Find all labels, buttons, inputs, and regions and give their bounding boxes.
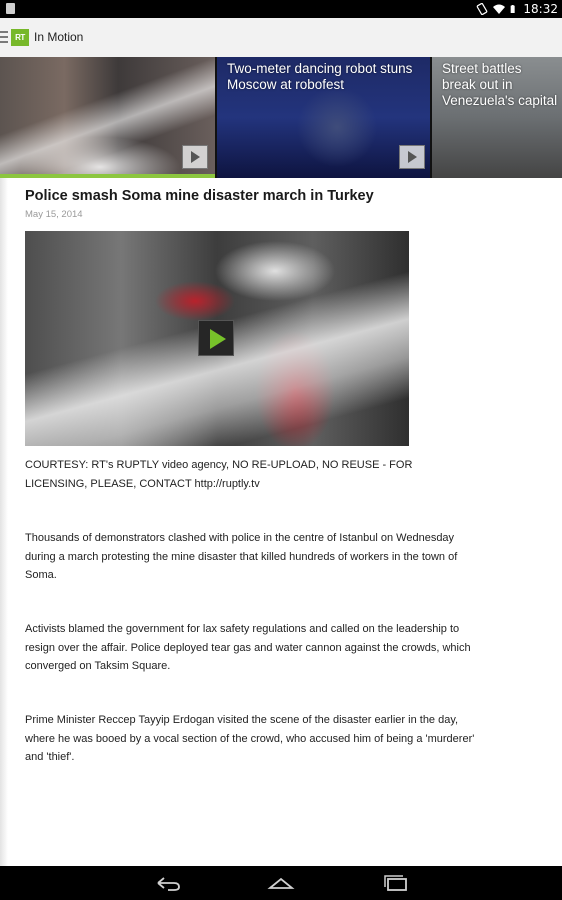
play-icon[interactable] [182,145,208,169]
article-paragraph: Prime Minister Reccep Tayyip Erdogan visited the scene of the disaster earlier in the day, where he was booed by a vocal section of the crowd, who accused him of being a 'murderer' and 'thief'. [25,714,475,763]
carousel-item-3[interactable] [432,57,562,178]
drawer-menu-icon[interactable] [0,31,8,43]
rt-logo[interactable]: RT [11,29,29,46]
video-play-icon[interactable] [198,320,234,356]
carousel-caption: Two-meter dancing robot stuns Moscow at robofest [227,61,413,92]
recent-apps-icon[interactable] [382,874,410,892]
video-credit: COURTESY: RT's RUPTLY video agency, NO RE-UPLOAD, NO REUSE - FOR LICENSING, PLEASE, CONTACT http://ruptly.tv [25,459,413,490]
play-icon[interactable] [399,145,425,169]
article-paragraph: Activists blamed the government for lax safety regulations and called on the leadership to resign over the affair. Police deployed tear gas and water cannon against the crowds, which converged on Taksim Square. [25,623,471,672]
carousel-item-1[interactable] [0,57,215,178]
wifi-icon [493,3,505,15]
carousel-caption: Street battles break out in Venezuela's capital [442,61,558,108]
drawer-edge-shadow [0,178,8,866]
back-icon[interactable] [154,874,182,892]
article-date: May 15, 2014 [25,209,83,220]
article-title: Police smash Soma mine disaster march in Turkey [25,188,374,204]
app-title: In Motion [34,30,84,44]
status-time: 18:32 [523,2,558,16]
battery-icon [510,3,518,15]
notification-icon [6,3,15,14]
action-bar [0,18,562,58]
status-icons [476,1,558,17]
carousel-item-2[interactable] [217,57,430,178]
article-paragraph: Thousands of demonstrators clashed with police in the centre of Istanbul on Wednesday during a march protesting the mine disaster that killed hundreds of workers in the town of Soma. [25,532,458,581]
video-carousel [0,57,562,178]
home-icon[interactable] [267,874,295,892]
navigation-bar [0,866,562,900]
screen-rotation-icon [476,3,488,15]
status-bar [0,0,562,18]
